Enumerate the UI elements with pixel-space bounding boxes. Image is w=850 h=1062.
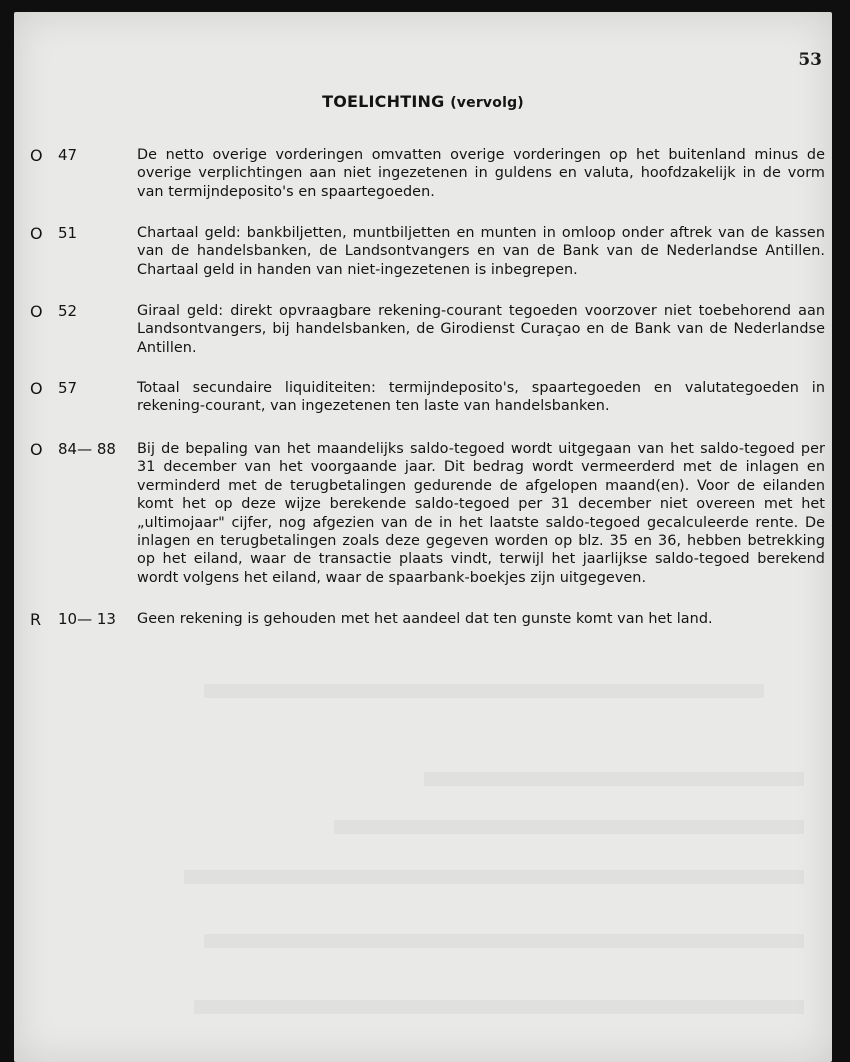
document-page [14, 12, 832, 1062]
note-text: Chartaal geld: bankbiljetten, muntbiljetten en munten in omloop onder aftrek van de kassen van de handelsbanken, de Landsontvangers en van de Bank van de Nederlandse Antillen. Chartaal geld in handen van niet-ingezetenen is inbegrepen. [137, 225, 825, 278]
note-reference: 51 [58, 224, 78, 242]
bleed-through-line [204, 934, 804, 948]
bleed-through-line [194, 1000, 804, 1014]
note-marker: O [30, 224, 43, 243]
bleed-through-line [424, 772, 804, 786]
note-marker: O [30, 440, 43, 459]
bleed-through-line [334, 820, 804, 834]
note-text: Geen rekening is gehouden met het aandeel dat ten gunste komt van het land. [137, 611, 713, 627]
note-text: Bij de bepaling van het maandelijks saldo-tegoed wordt uitgegaan van het saldo-tegoed per 31 december van het voorgaande jaar. Dit bedrag wordt vermeerderd met de inlagen en verminderd met de terugbetalingen gedurende de afgelopen maand(en). Voor de eilanden komt het op deze wijze berekende saldo-tegoed per 31 december niet overeen met het „ultimojaar" cijfer, nog afgezien van de in het laatste saldo-tegoed gecalculeerde rente. De inlagen en terugbetalingen zoals deze gegeven worden op blz. 35 en 36, hebben betrekking op het eiland, waar de transactie plaats vindt, terwijl het jaarlijkse saldo-tegoed berekend wordt volgens het eiland, waar de spaarbank-boekjes zijn uitgegeven. [137, 441, 825, 586]
notes-list [14, 12, 832, 1062]
note-reference: 57 [58, 379, 78, 397]
note-text: De netto overige vorderingen omvatten overige vorderingen op het buitenland minus de overige verplichtingen aan niet ingezetenen in guldens en valuta, hoofdzakelijk in de vorm van termijndeposito's en spaartegoeden. [137, 147, 825, 200]
note-marker: R [30, 610, 42, 629]
bleed-through-line [184, 870, 804, 884]
note-text: Giraal geld: direkt opvraagbare rekening-courant tegoeden voorzover niet toebehorend aan Landsontvangers, bij handelsbanken, de Girodienst Curaçao en de Bank van de Nederlandse Antillen. [137, 303, 825, 356]
note-text: Totaal secundaire liquiditeiten: termijndeposito's, spaartegoeden en valutategoeden in rekening-courant, van ingezetenen ten laste van handelsbanken. [137, 380, 825, 415]
note-marker: O [30, 302, 43, 321]
bleed-through-line [204, 684, 764, 698]
page-number: 53 [798, 50, 822, 70]
note-reference: 47 [58, 146, 78, 164]
page-title-suffix: (vervolg) [450, 95, 524, 111]
note-reference: 10— 13 [58, 610, 116, 628]
page-title-main: TOELICHTING [322, 92, 445, 111]
note-marker: O [30, 146, 43, 165]
note-reference: 52 [58, 302, 78, 320]
note-reference: 84— 88 [58, 440, 116, 458]
note-marker: O [30, 379, 43, 398]
